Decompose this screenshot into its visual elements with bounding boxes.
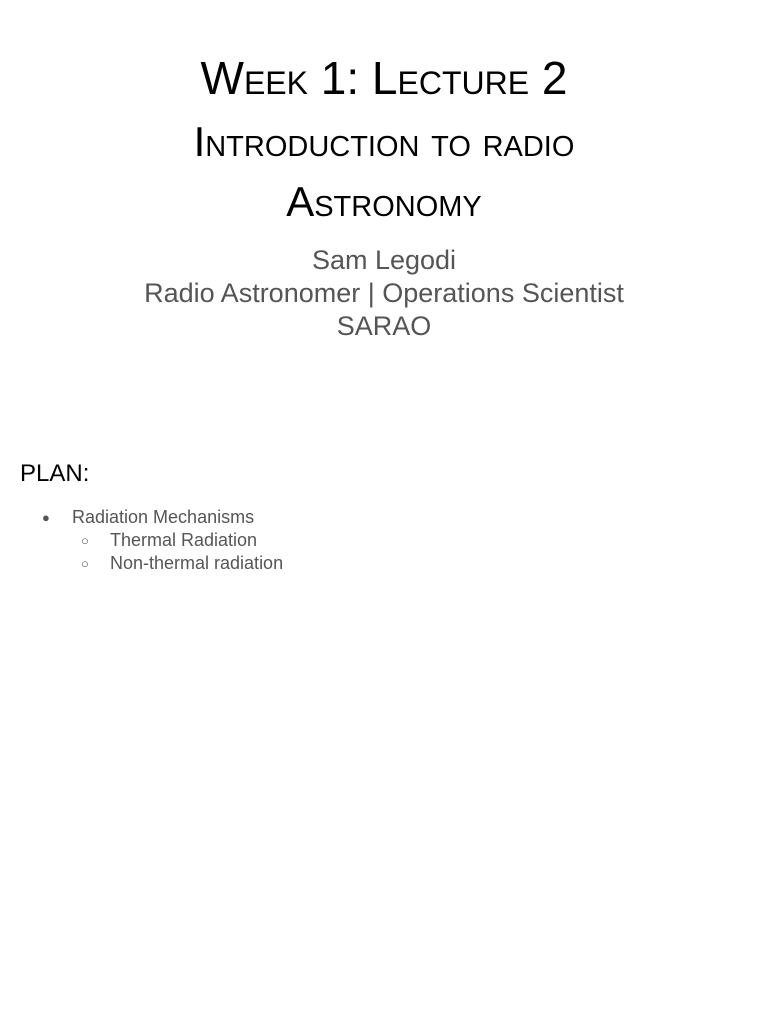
hollow-bullet-icon: ○ [81,556,89,571]
author-organization: SARAO [336,311,432,341]
author-role: Radio Astronomer | Operations Scientist [144,278,624,308]
outline-subitem-label: Thermal Radiation [110,530,258,550]
author-block [0,244,768,343]
lecture-topic-line-1: Introduction to radio [193,118,575,165]
hollow-bullet-icon: ○ [81,533,89,548]
lecture-title: Week 1: Lecture 2 [200,52,568,104]
filled-bullet-icon: ● [42,510,50,525]
outline-subitem [0,529,768,552]
author-name: Sam Legodi [311,245,457,275]
outline-item [0,506,768,529]
outline-subitem-label: Non-thermal radiation [110,553,284,573]
lecture-topic-line-2: Astronomy [286,178,482,225]
title-block [0,50,768,232]
outline-subitem [0,552,768,575]
plan-heading: PLAN: [20,460,90,487]
plan-outline [0,506,768,575]
outline-item-label: Radiation Mechanisms [72,507,255,527]
